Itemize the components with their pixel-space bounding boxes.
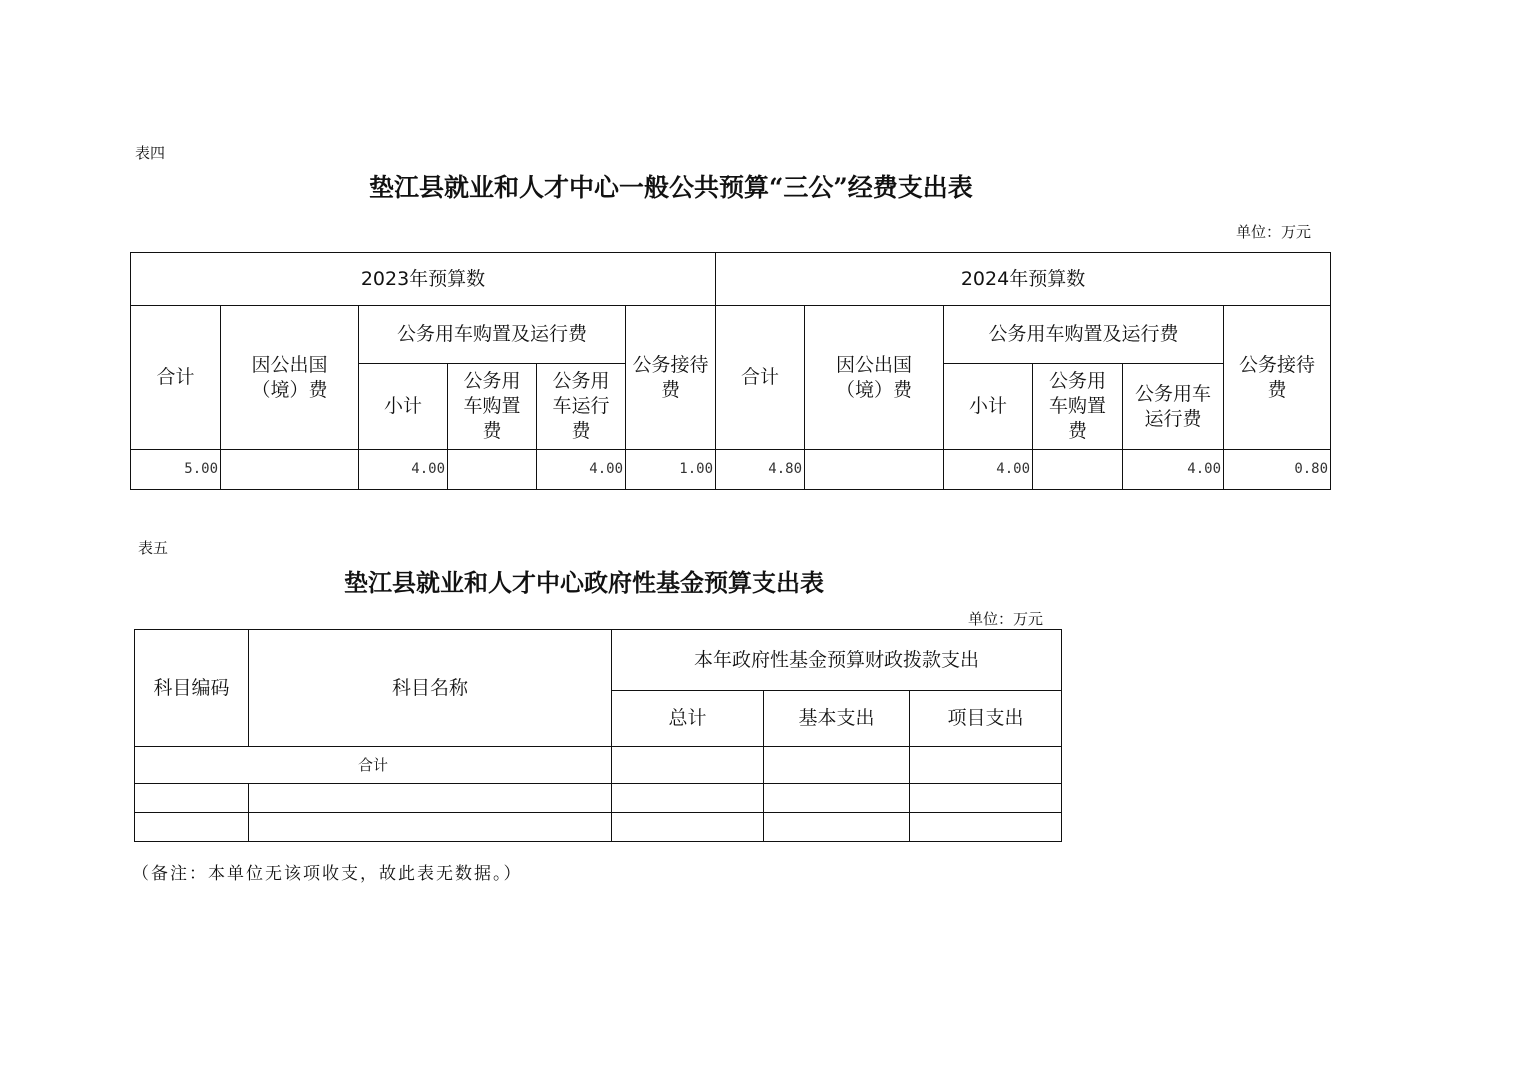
table5-note: （备注：本单位无该项收支，故此表无数据。） xyxy=(132,864,523,884)
table5-title: 垫江县就业和人才中心政府性基金预算支出表 xyxy=(344,568,824,597)
empty-cell xyxy=(135,813,249,842)
empty-cell xyxy=(249,813,612,842)
value-2024-vehicle-operation: 4.00 xyxy=(1123,450,1224,490)
header-2024-budget: 2024年预算数 xyxy=(716,253,1331,306)
header-2023-total: 合计 xyxy=(131,306,221,450)
table5-unit: 单位：万元 xyxy=(968,610,1044,628)
header-2024-vehicle: 公务用车购置及运行费 xyxy=(944,306,1224,364)
header-2024-subtotal: 小计 xyxy=(944,364,1033,450)
value-2023-vehicle-purchase xyxy=(448,450,537,490)
table-row xyxy=(135,784,1062,813)
table4-title: 垫江县就业和人才中心一般公共预算“三公”经费支出表 xyxy=(369,173,973,202)
table5-label: 表五 xyxy=(138,539,169,557)
empty-cell xyxy=(612,813,764,842)
value-2024-reception: 0.80 xyxy=(1224,450,1331,490)
empty-cell xyxy=(910,813,1062,842)
value-2023-subtotal: 4.00 xyxy=(359,450,448,490)
total-row-basic xyxy=(764,747,910,784)
empty-cell xyxy=(764,784,910,813)
empty-cell xyxy=(249,784,612,813)
value-2024-total: 4.80 xyxy=(716,450,805,490)
header-2023-subtotal: 小计 xyxy=(359,364,448,450)
header-project-expenditure: 项目支出 xyxy=(910,691,1062,747)
empty-cell xyxy=(612,784,764,813)
table4-label: 表四 xyxy=(135,144,166,162)
header-basic-expenditure: 基本支出 xyxy=(764,691,910,747)
header-2024-total: 合计 xyxy=(716,306,805,450)
total-row-fund-total xyxy=(612,747,764,784)
table-row xyxy=(135,813,1062,842)
table4-unit: 单位：万元 xyxy=(1236,223,1312,241)
header-2023-reception: 公务接待费 xyxy=(626,306,716,450)
header-2023-budget: 2023年预算数 xyxy=(131,253,716,306)
empty-cell xyxy=(764,813,910,842)
header-fund-total: 总计 xyxy=(612,691,764,747)
value-2023-vehicle-operation: 4.00 xyxy=(537,450,626,490)
table5-grid xyxy=(134,629,1062,842)
header-2023-vehicle-operation: 公务用车运行费 xyxy=(537,364,626,450)
header-2023-vehicle-purchase: 公务用车购置费 xyxy=(448,364,537,450)
total-row-project xyxy=(910,747,1062,784)
value-2023-abroad xyxy=(221,450,359,490)
header-fund-expenditure: 本年政府性基金预算财政拨款支出 xyxy=(612,630,1062,691)
value-2024-abroad xyxy=(805,450,944,490)
header-2024-reception: 公务接待费 xyxy=(1224,306,1331,450)
value-2024-vehicle-purchase xyxy=(1033,450,1123,490)
header-subject-name: 科目名称 xyxy=(249,630,612,747)
empty-cell xyxy=(135,784,249,813)
table4-grid xyxy=(130,252,1331,490)
value-2023-reception: 1.00 xyxy=(626,450,716,490)
value-2023-total: 5.00 xyxy=(131,450,221,490)
header-2024-abroad: 因公出国（境）费 xyxy=(805,306,944,450)
header-subject-code: 科目编码 xyxy=(135,630,249,747)
header-2024-vehicle-purchase: 公务用车购置费 xyxy=(1033,364,1123,450)
header-2023-vehicle: 公务用车购置及运行费 xyxy=(359,306,626,364)
total-row-label: 合计 xyxy=(135,747,612,784)
header-2023-abroad: 因公出国（境）费 xyxy=(221,306,359,450)
header-2024-vehicle-operation: 公务用车运行费 xyxy=(1123,364,1224,450)
empty-cell xyxy=(910,784,1062,813)
value-2024-subtotal: 4.00 xyxy=(944,450,1033,490)
